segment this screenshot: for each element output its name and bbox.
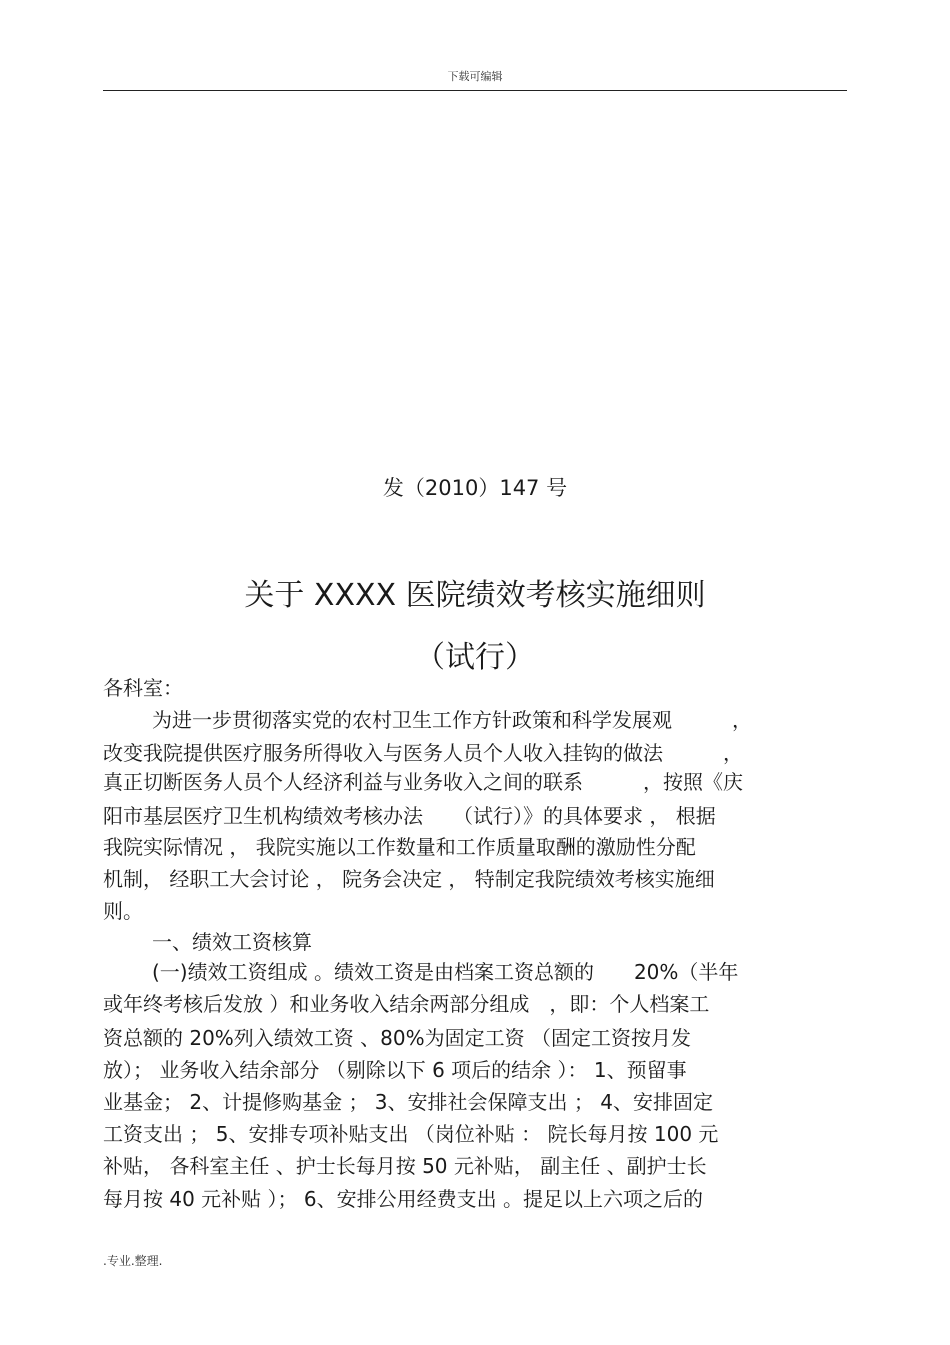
document-title-subtitle: （试行） <box>415 640 535 675</box>
body-line: 补贴， 各科室主任 、护士长每月按 50 元补贴， 副主任 、副护士长 <box>103 1154 707 1178</box>
body-line: 真正切断医务人员个人经济利益与业务收入之间的联系 ，按照《庆 <box>103 770 743 794</box>
page-footer-text: .专业.整理. <box>103 1254 163 1268</box>
body-line: 每月按 40 元补贴 ）； 6、安排公用经费支出 。提足以上六项之后的 <box>103 1187 703 1211</box>
body-line: 资总额的 20%列入绩效工资 、80%为固定工资 （固定工资按月发 <box>103 1026 691 1050</box>
document-number: 发（2010）147 号 <box>382 476 568 500</box>
body-line: 业基金； 2、计提修购基金 ； 3、安排社会保障支出 ； 4、安排固定 <box>103 1090 713 1114</box>
body-line: 机制， 经职工大会讨论 ， 院务会决定 ， 特制定我院绩效考核实施细 <box>103 867 715 891</box>
document-title: 关于 XXXX 医院绩效考核实施细则 <box>244 578 706 613</box>
body-line: 为进一步贯彻落实党的农村卫生工作方针政策和科学发展观 ， <box>152 708 752 732</box>
body-line: 改变我院提供医疗服务所得收入与医务人员个人收入挂钩的做法 ， <box>103 741 743 765</box>
body-line: 则。 <box>103 899 143 923</box>
body-line: 工资支出 ； 5、安排专项补贴支出 （岗位补贴 ： 院长每月按 100 元 <box>103 1122 719 1146</box>
body-line: 或年终考核后发放 ）和业务收入结余两部分组成 ，即：个人档案工 <box>103 992 710 1016</box>
header-divider <box>103 90 847 91</box>
section-heading: 一、绩效工资核算 <box>152 930 312 954</box>
body-line: 我院实际情况 ， 我院实施以工作数量和工作质量取酬的激励性分配 <box>103 835 696 859</box>
body-line: 阳市基层医疗卫生机构绩效考核办法 （试行）》的具体要求 ， 根据 <box>103 804 716 828</box>
body-line: (一)绩效工资组成 。绩效工资是由档案工资总额的 20%（半年 <box>152 960 739 984</box>
body-line: 放）； 业务收入结余部分 （剔除以下 6 项后的结余 ）： 1、预留事 <box>103 1058 687 1082</box>
page-header-text: 下载可编辑 <box>447 70 503 83</box>
salutation: 各科室： <box>103 676 183 700</box>
